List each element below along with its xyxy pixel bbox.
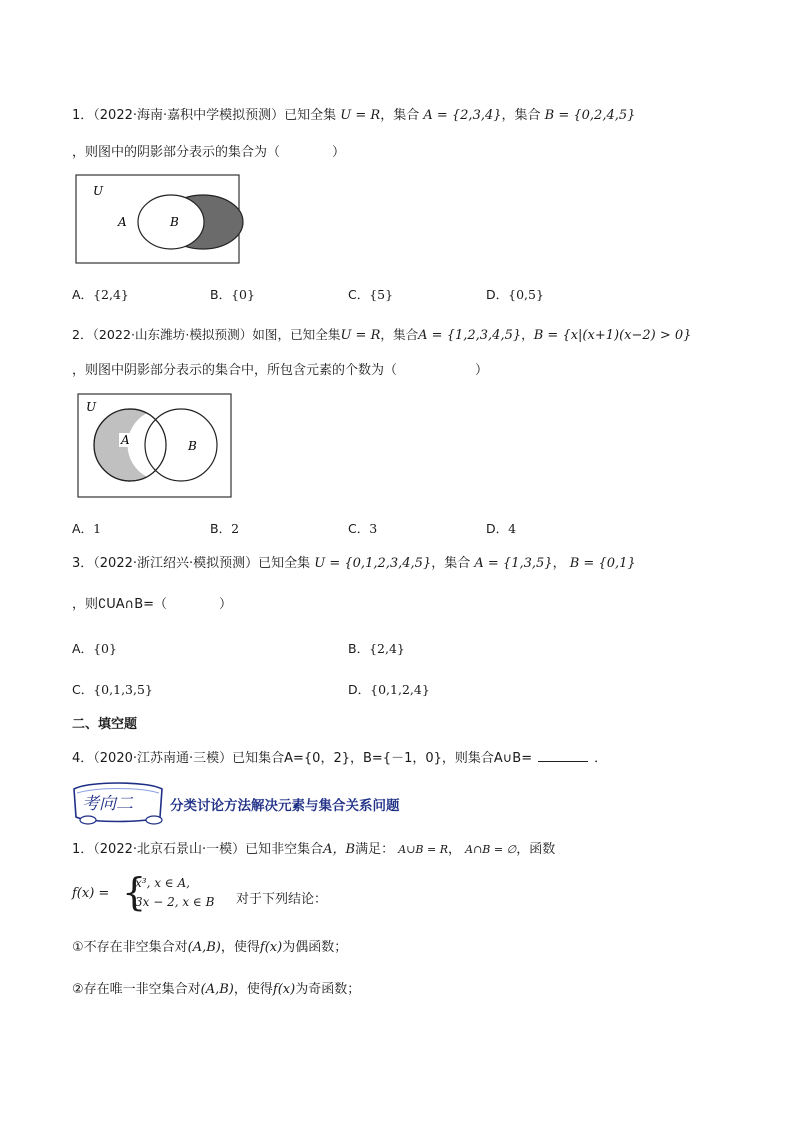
q1-venn-a-label: A bbox=[118, 215, 127, 229]
q2-set-a: A = {1,2,3,4,5} bbox=[418, 328, 522, 343]
q1-text-b: ，集合 bbox=[501, 108, 541, 123]
q2-text-a: ，集合 bbox=[380, 327, 419, 342]
q5-stmt1-pair: (A,B) bbox=[187, 940, 221, 955]
q1-text-a: ，集合 bbox=[380, 108, 420, 123]
q5-number: 1． bbox=[72, 842, 94, 857]
q5-stmt1-f: f(x) bbox=[259, 940, 283, 955]
q4-end: ． bbox=[594, 751, 608, 766]
q4-line bbox=[72, 749, 607, 767]
q1-source: （2022·海南·嘉积中学模拟预测）已知全集 bbox=[93, 108, 337, 123]
q2-source: （2022·山东潍坊·模拟预测）如图，已知全集 bbox=[92, 327, 341, 342]
q1-set-a: A = {2,3,4} bbox=[423, 108, 502, 123]
q5-stmt2-pair: (A,B) bbox=[200, 982, 234, 997]
fill-heading: 二、填空题 bbox=[72, 717, 138, 732]
q3-text-b: ， bbox=[552, 556, 566, 571]
q3-line1 bbox=[72, 556, 636, 572]
q3-option-b[interactable]: B．{2,4} bbox=[348, 641, 405, 656]
q3-text-a: ，集合 bbox=[431, 556, 471, 571]
q1-number: 1． bbox=[72, 108, 94, 123]
q4-text: 4．（2020·江苏南通·三模）已知集合A={0，2}，B={－1，0}，则集合A∪B= bbox=[72, 751, 533, 766]
q3-option-c[interactable]: C．{0,1,3,5} bbox=[72, 682, 153, 697]
q3-source: （2022·浙江绍兴·模拟预测）已知全集 bbox=[93, 556, 311, 571]
q2-option-b[interactable]: B．2 bbox=[210, 521, 240, 536]
section-badge-swirl-left-icon bbox=[80, 816, 96, 824]
q1-line1 bbox=[72, 108, 635, 124]
q3-set-a: A = {1,3,5} bbox=[474, 556, 553, 571]
q1-venn-diagram bbox=[74, 173, 244, 267]
q5-brace: { bbox=[122, 870, 147, 914]
q2-set-b: B = {x|(x+1)(x−2) > 0} bbox=[533, 328, 692, 343]
q2-line1 bbox=[72, 327, 691, 344]
q2-venn-u-label: U bbox=[86, 400, 97, 414]
q2-venn-b-label: B bbox=[188, 439, 197, 453]
q2-option-c[interactable]: C．3 bbox=[348, 521, 378, 536]
q5-text: 满足： bbox=[355, 842, 395, 857]
q2-line2: ，则图中阴影部分表示的集合中，所包含元素的个数为（ ） bbox=[72, 363, 489, 378]
q2-number: 2． bbox=[72, 327, 93, 342]
q5-stmt1-mid: ，使得 bbox=[220, 940, 260, 955]
q5-stmt1-pre: ①不存在非空集合对 bbox=[72, 940, 188, 955]
q5-case1: x³, x ∈ A, bbox=[135, 876, 190, 890]
q5-source: （2022·北京石景山·一模）已知非空集合 bbox=[93, 842, 324, 857]
q1-option-a[interactable]: A．{2,4} bbox=[72, 287, 129, 302]
q5-cond2: A∩B = ∅ bbox=[465, 843, 517, 856]
q1-venn-u-label: U bbox=[93, 184, 104, 198]
section-badge-text: 考向二 bbox=[82, 794, 133, 814]
q5-stmt2-pre: ②存在唯一非空集合对 bbox=[72, 982, 201, 997]
q2-universal: U = R bbox=[340, 328, 381, 343]
q5-text-end: ，函数 bbox=[516, 842, 556, 857]
q2-option-d[interactable]: D．4 bbox=[486, 521, 517, 536]
q2-text-b: ， bbox=[521, 327, 534, 342]
section-badge bbox=[68, 779, 168, 829]
q1-universal: U = R bbox=[340, 108, 381, 123]
q2-venn-diagram bbox=[76, 392, 234, 500]
q5-stmt1-post: 为偶函数； bbox=[282, 940, 348, 955]
q5-case2: 3x − 2, x ∈ B bbox=[135, 895, 215, 909]
q5-sets: A，B bbox=[323, 842, 356, 857]
q2-option-a[interactable]: A．1 bbox=[72, 521, 102, 536]
q1-line2: ，则图中的阴影部分表示的集合为（ ） bbox=[72, 145, 346, 160]
q5-stmt2-mid: ，使得 bbox=[233, 982, 273, 997]
q3-option-a[interactable]: A．{0} bbox=[72, 641, 117, 656]
section-badge-swirl-right-icon bbox=[146, 816, 162, 824]
q1-option-b[interactable]: B．{0} bbox=[210, 287, 255, 302]
q5-line1: 1．（2022·北京石景山·一模）已知非空集合A，B满足： A∪B = R， A∩B = ∅，函数 bbox=[72, 842, 556, 857]
q5-func-lhs: f(x) = bbox=[72, 886, 110, 901]
q5-statement-1 bbox=[72, 940, 347, 956]
q1-option-c[interactable]: C．{5} bbox=[348, 287, 394, 302]
q3-option-d[interactable]: D．{0,1,2,4} bbox=[348, 682, 430, 697]
q4-answer-blank[interactable] bbox=[538, 749, 588, 762]
q5-stmt2-post: 为奇函数； bbox=[295, 982, 361, 997]
q1-option-d[interactable]: D．{0,5} bbox=[486, 287, 544, 302]
q5-cond1: A∪B = R bbox=[398, 843, 448, 856]
q3-line2: ，则∁UA∩B=（ ） bbox=[72, 597, 233, 612]
q2-venn-a-label: A bbox=[121, 433, 130, 447]
q5-func-tail: 对于下列结论： bbox=[236, 892, 328, 907]
q1-set-b: B = {0,2,4,5} bbox=[544, 108, 636, 123]
q3-set-b: B = {0,1} bbox=[569, 556, 636, 571]
section-title: 分类讨论方法解决元素与集合关系问题 bbox=[170, 798, 400, 814]
q5-statement-2 bbox=[72, 982, 360, 998]
q3-number: 3． bbox=[72, 556, 94, 571]
q1-venn-b-label: B bbox=[170, 215, 179, 229]
q3-universal: U = {0,1,2,3,4,5} bbox=[314, 556, 432, 571]
q5-stmt2-f: f(x) bbox=[272, 982, 296, 997]
